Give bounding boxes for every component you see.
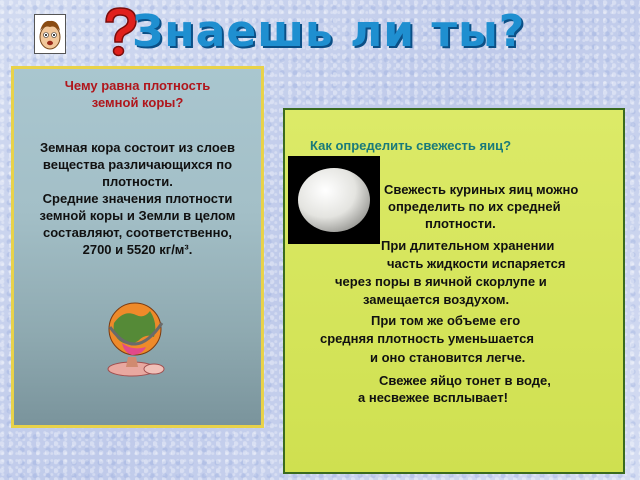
eggs-question: Как определить свежесть яиц?: [310, 138, 512, 153]
egg-image: [288, 156, 380, 244]
question-line: земной коры?: [91, 95, 184, 110]
eggs-text-line: а несвежее всплывает!: [358, 390, 508, 405]
eggs-text-line: плотности.: [425, 216, 496, 231]
answer-line: Средние значения плотности: [42, 191, 233, 206]
eggs-text-line: часть жидкости испаряется: [387, 256, 566, 271]
earth-crust-question: [14, 77, 261, 111]
page-title: Знаешь ли ты?: [132, 6, 526, 57]
answer-line: составляют, соответственно,: [42, 225, 232, 240]
answer-line: 2700 и 5520 кг/м³.: [82, 242, 193, 257]
earth-crust-answer: [16, 139, 259, 258]
eggs-text-line: Свежесть куриных яиц можно: [384, 182, 579, 197]
eggs-text-line: При длительном хранении: [381, 238, 555, 253]
answer-line: Земная кора состоит из слоев: [39, 140, 236, 155]
answer-line: плотности.: [102, 174, 173, 189]
eggs-text-line: Свежее яйцо тонет в воде,: [379, 373, 551, 388]
earth-crust-panel: [11, 66, 264, 428]
question-line: Чему равна плотность: [64, 78, 211, 93]
eggs-text-line: через поры в яичной скорлупе и: [335, 274, 547, 289]
globe-icon: [102, 297, 172, 381]
eggs-text-line: При том же объеме его: [371, 313, 521, 328]
eggs-text-line: определить по их средней: [388, 199, 561, 214]
answer-line: вещества различающихся по: [42, 157, 233, 172]
eggs-text-line: и оно становится легче.: [370, 350, 526, 365]
eggs-text-line: средняя плотность уменьшается: [320, 331, 534, 346]
answer-line: земной коры и Земли в целом: [39, 208, 236, 223]
eggs-text-line: замещается воздухом.: [363, 292, 510, 307]
boy-face-icon: [34, 14, 66, 54]
